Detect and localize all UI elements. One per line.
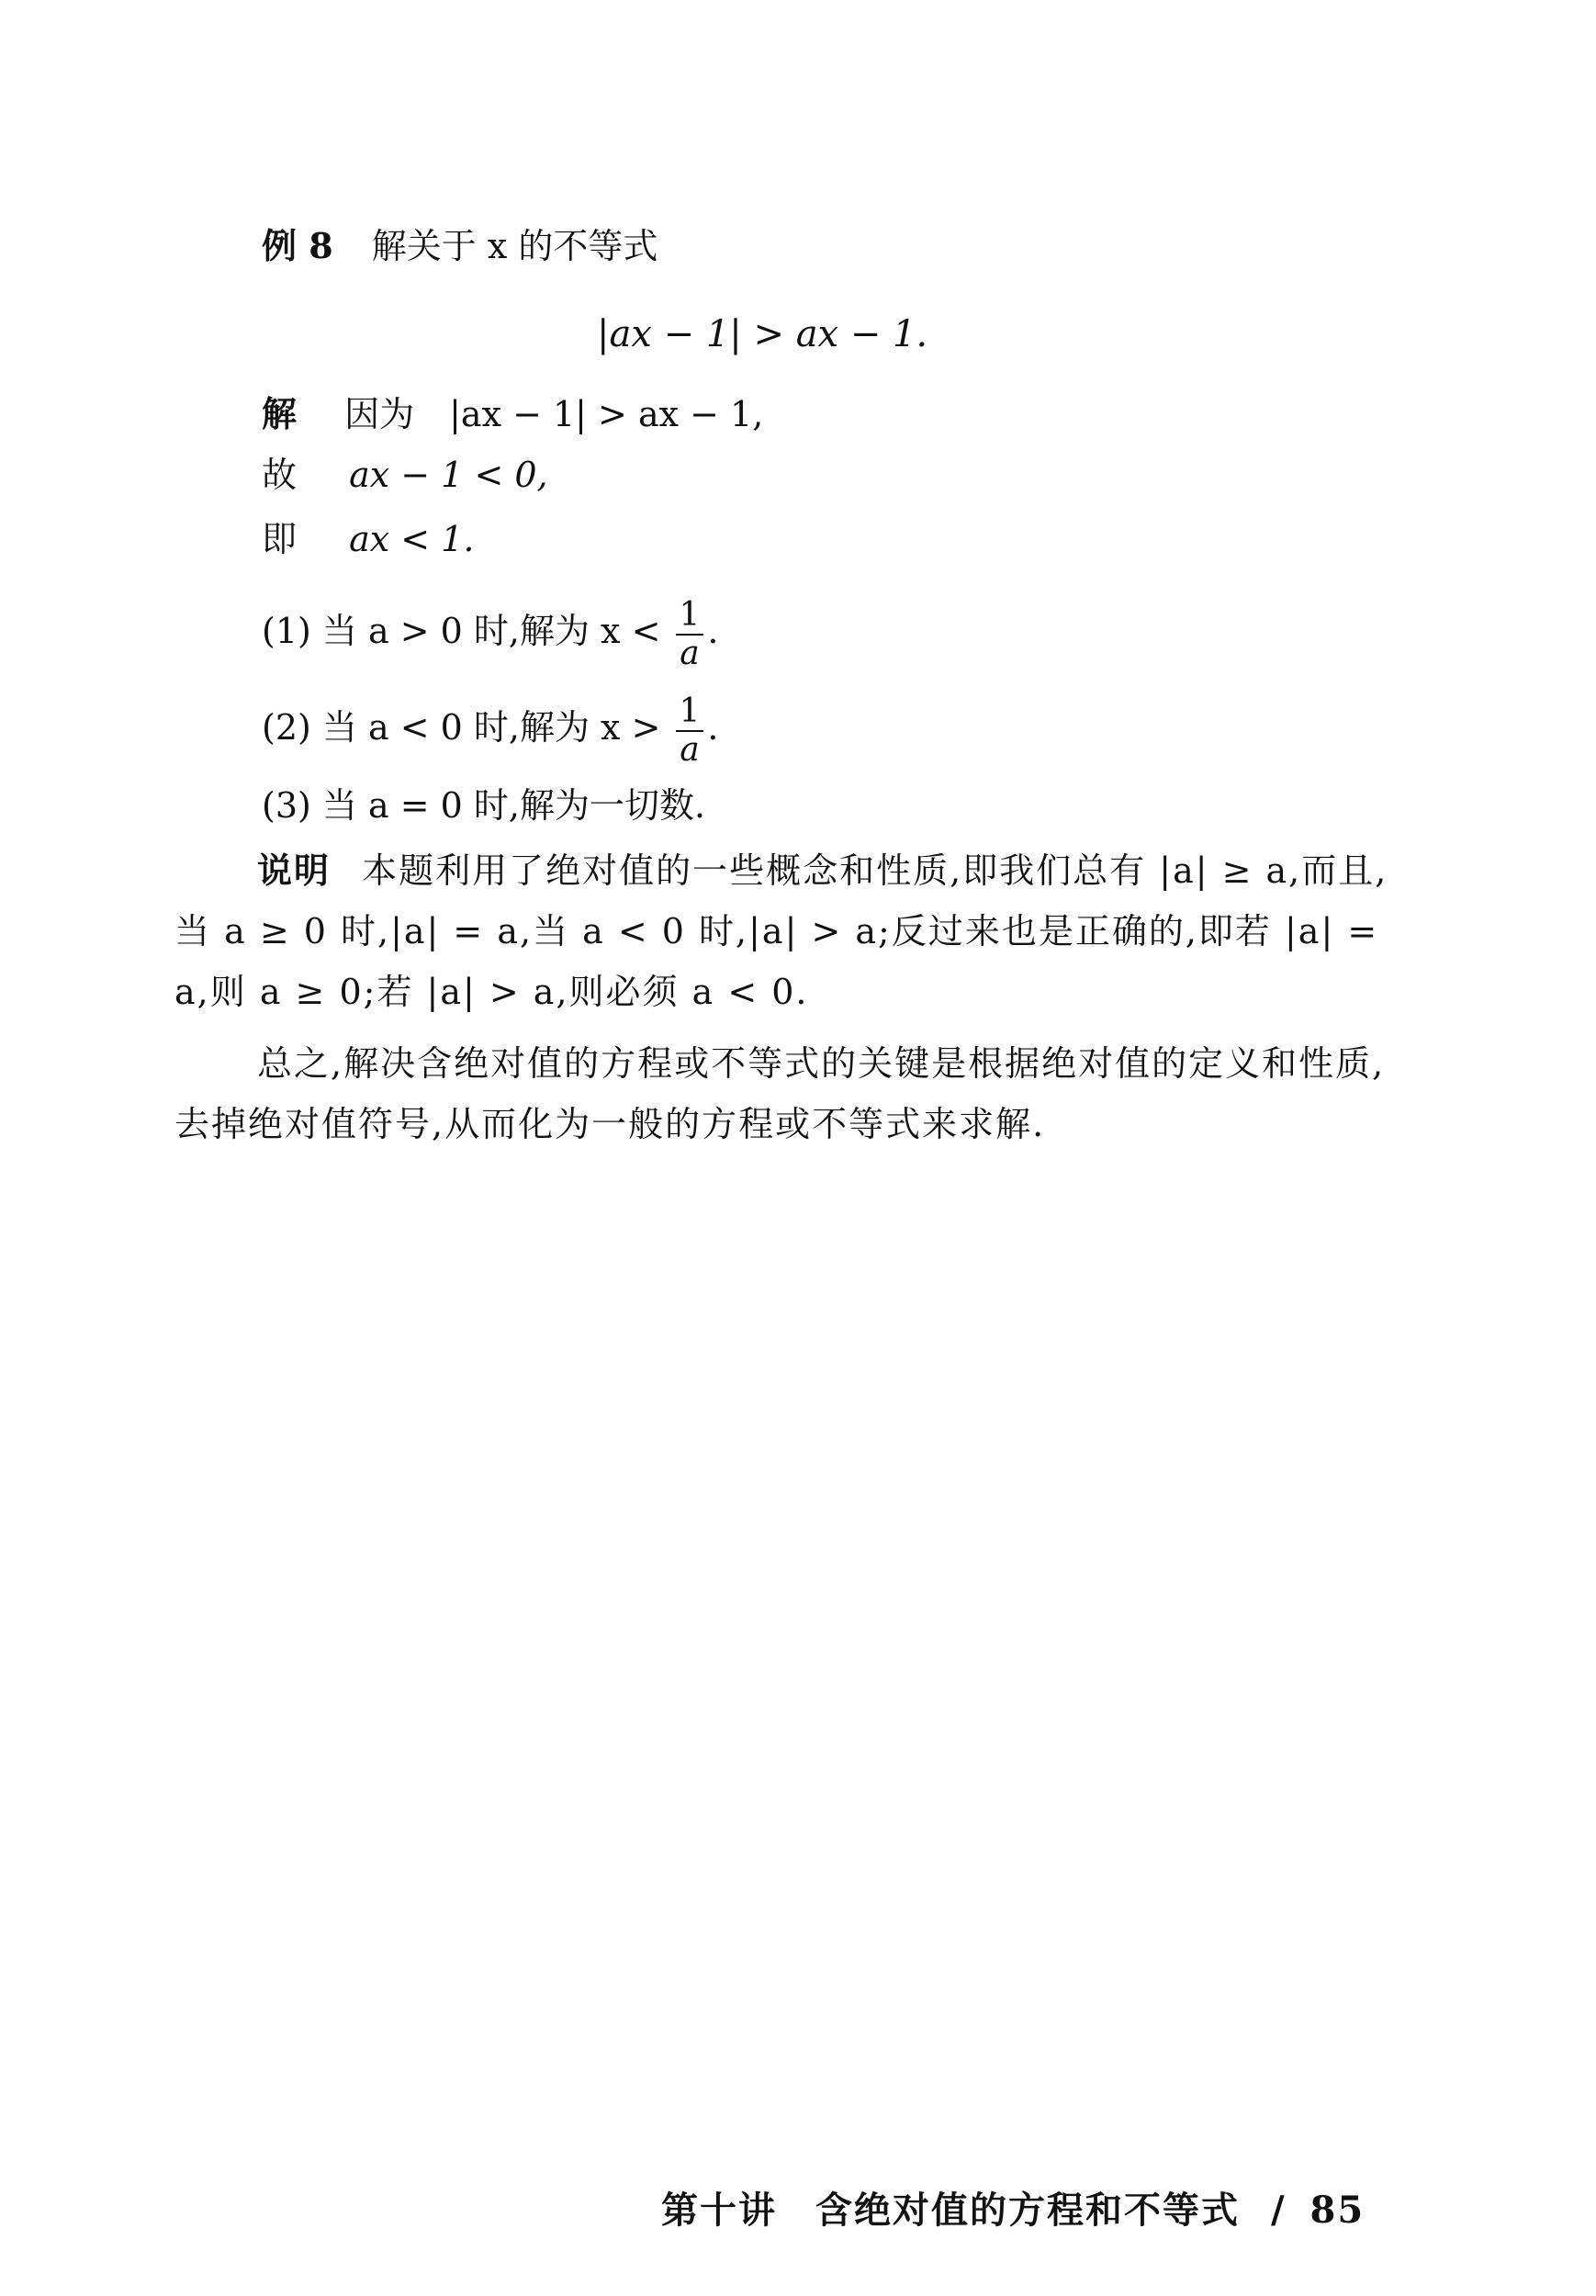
- example-label: 例 8: [262, 225, 333, 266]
- case-2-text: (2) 当 a < 0 时,解为 x >: [262, 707, 661, 748]
- solution-line-1: [262, 393, 763, 436]
- footer-chapter-title: 第十讲 含绝对值的方程和不等式: [661, 2189, 1240, 2232]
- solution-line-2: [262, 455, 548, 497]
- case-1-denominator: a: [680, 634, 700, 672]
- note-label: 说明: [257, 850, 332, 891]
- solution-line-3-expr: ax < 1.: [349, 519, 475, 559]
- solution-label: 解: [262, 393, 298, 434]
- note-text: 本题利用了绝对值的一些概念和性质,即我们总有 |a| ≥ a,而且,当 a ≥ 0 时,|a| = a,当 a < 0 时,|a| > a;反过来也是正确的,即若 |a| = a,则 a ≥ 0;若 |a| > a,则必须 a < 0.: [174, 850, 1388, 1012]
- case-2-numerator: 1: [676, 693, 704, 732]
- case-1-fraction: [676, 597, 704, 671]
- case-1-numerator: 1: [676, 597, 704, 636]
- solution-reason: 因为 |ax − 1| > ax − 1,: [344, 394, 764, 434]
- case-1-suffix: .: [707, 611, 719, 652]
- footer-separator: /: [1270, 2189, 1287, 2232]
- case-2-fraction: [676, 693, 704, 768]
- solution-line-2-expr: ax − 1 < 0,: [349, 455, 548, 495]
- case-2-suffix: .: [707, 707, 719, 748]
- solution-line-3-label: 即: [262, 519, 298, 559]
- solution-line-3: [262, 519, 474, 561]
- solution-line-2-label: 故: [262, 455, 298, 495]
- page-footer: [661, 2181, 1365, 2234]
- case-3: (3) 当 a = 0 时,解为一切数.: [262, 785, 706, 826]
- example-heading: [262, 225, 658, 268]
- case-2-denominator: a: [680, 730, 700, 769]
- case-1-text: (1) 当 a > 0 时,解为 x <: [262, 611, 661, 652]
- case-1: [262, 597, 719, 671]
- summary-paragraph: 总之,解决含绝对值的方程或不等式的关键是根据绝对值的定义和性质,去掉绝对值符号,从而化为一般的方程或不等式来求解.: [174, 1043, 1386, 1144]
- footer-page-number: 85: [1309, 2189, 1366, 2232]
- case-2: [262, 693, 719, 768]
- example-statement: 解关于 x 的不等式: [371, 226, 658, 266]
- display-inequality: |ax − 1| > ax − 1.: [597, 313, 928, 355]
- note-paragraph: [174, 840, 1405, 1022]
